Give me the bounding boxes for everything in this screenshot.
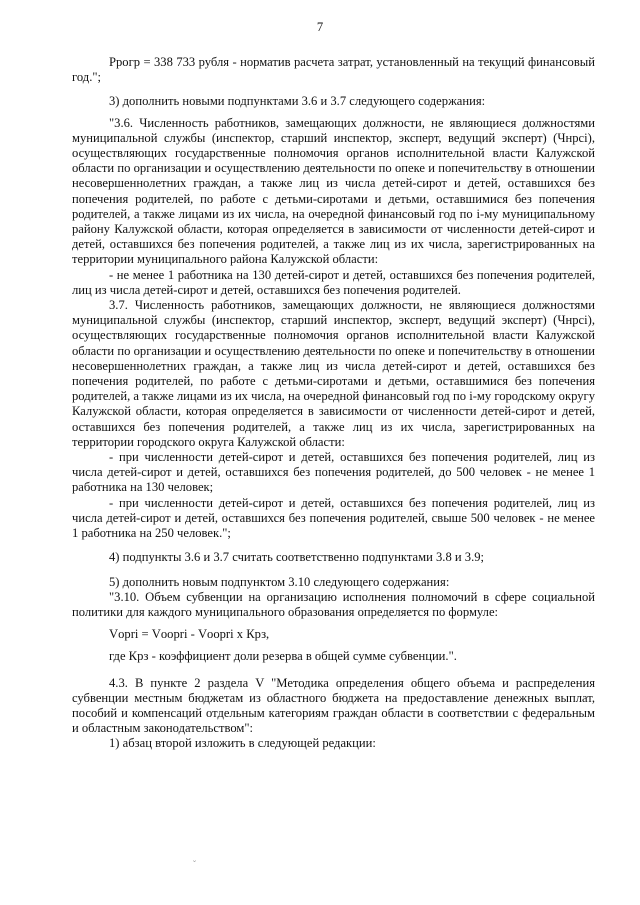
paragraph-item-3: 3) дополнить новыми подпунктами 3.6 и 3.7 следующего содержания: xyxy=(109,94,486,109)
paragraph-4-3: 4.3. В пункте 2 раздела V "Методика определения общего объема и распределения субвенции местным бюджетам из областного бюджета на предоставление денежных выплат, пособий и компенсаций отдельным категориям граждан области в соответствии с федеральным и областным законодательством": xyxy=(72,675,595,736)
formula-legend: где Крз - коэффициент доли резерва в общей сумме субвенции.". xyxy=(109,649,457,664)
document-body xyxy=(72,55,595,752)
page-number: 7 xyxy=(316,20,324,34)
paragraph-3-7-norm-over-500: - при численности детей-сирот и детей, оставшихся без попечения родителей, лиц из числа детей-сирот и детей, оставшихся без попечения родителей, свыше 500 человек - не менее 1 работника на 250 человек."; xyxy=(72,495,595,541)
paragraph-formula-definition: Ррогр = 338 733 рубля - норматив расчета затрат, установленный на текущий финансовый год."; xyxy=(72,55,595,85)
paragraph-4-3-item-1: 1) абзац второй изложить в следующей редакции: xyxy=(109,736,376,751)
paragraph-3-6-norm: - не менее 1 работника на 130 детей-сирот и детей, оставшихся без попечения родителей, лиц из числа детей-сирот и детей, оставшихся без попечения родителей. xyxy=(72,267,595,297)
paragraph-3-10: "3.10. Объем субвенции на организацию исполнения полномочий в сфере социальной политики для каждого муниципального образования определяется по формуле: xyxy=(72,589,595,619)
paragraph-3-7-norm-under-500: - при численности детей-сирот и детей, оставшихся без попечения родителей, лиц из числа детей-сирот и детей, оставшихся без попечения родителей, до 500 человек - не менее 1 работника на 130 человек; xyxy=(72,450,595,495)
formula: Vорrі = Vоорrі - Vоорrі х Крз, xyxy=(109,627,270,642)
paragraph-3-6: "3.6. Численность работников, замещающих должности, не являющиеся должностями муниципальной службы (инспектор, старший инспектор, эксперт, ведущий эксперт) (Чнрсі), осуществляющих государственные полномочия органов исполнительной власти Калужской области по организации и осуществлению деятельности по опеке и попечительству в отношении несовершеннолетних граждан, а также лиц из числа детей-сирот и детей, оставшихся без попечения родителей, по работе с детьми-сиротами и детьми, оставшимися без попечения родителей, а также лицами из их числа, на очередной финансовый год по і-му муниципальному району Калужской области, которая определяется в зависимости от численности детей-сирот и детей, оставшихся без попечения родителей, а также лиц из их числа, зарегистрированных на территории муниципального района Калужской области: xyxy=(72,115,595,267)
paragraph-item-4: 4) подпункты 3.6 и 3.7 считать соответственно подпунктами 3.8 и 3.9; xyxy=(109,550,485,565)
paragraph-item-5: 5) дополнить новым подпунктом 3.10 следующего содержания: xyxy=(109,574,450,589)
scan-speck: ˘ xyxy=(193,859,196,869)
paragraph-3-7: 3.7. Численность работников, замещающих должности, не являющиеся должностями муниципальной службы (инспектор, старший инспектор, эксперт, ведущий эксперт) (Чнрсі), осуществляющих государственные полномочия органов исполнительной власти Калужской области по организации и осуществлению деятельности по опеке и попечительству в отношении несовершеннолетних граждан, а также лиц из числа детей-сирот и детей, оставшихся без попечения родителей, по работе с детьми-сиротами и детьми, оставшимися без попечения родителей, а также лицами из их числа, на очередной финансовый год по і-му городскому округу Калужской области, которая определяется в зависимости от численности детей-сирот и детей, оставшихся без попечения родителей, а также лиц из их числа, зарегистрированных на территории городского округа Калужской области: xyxy=(72,298,595,449)
